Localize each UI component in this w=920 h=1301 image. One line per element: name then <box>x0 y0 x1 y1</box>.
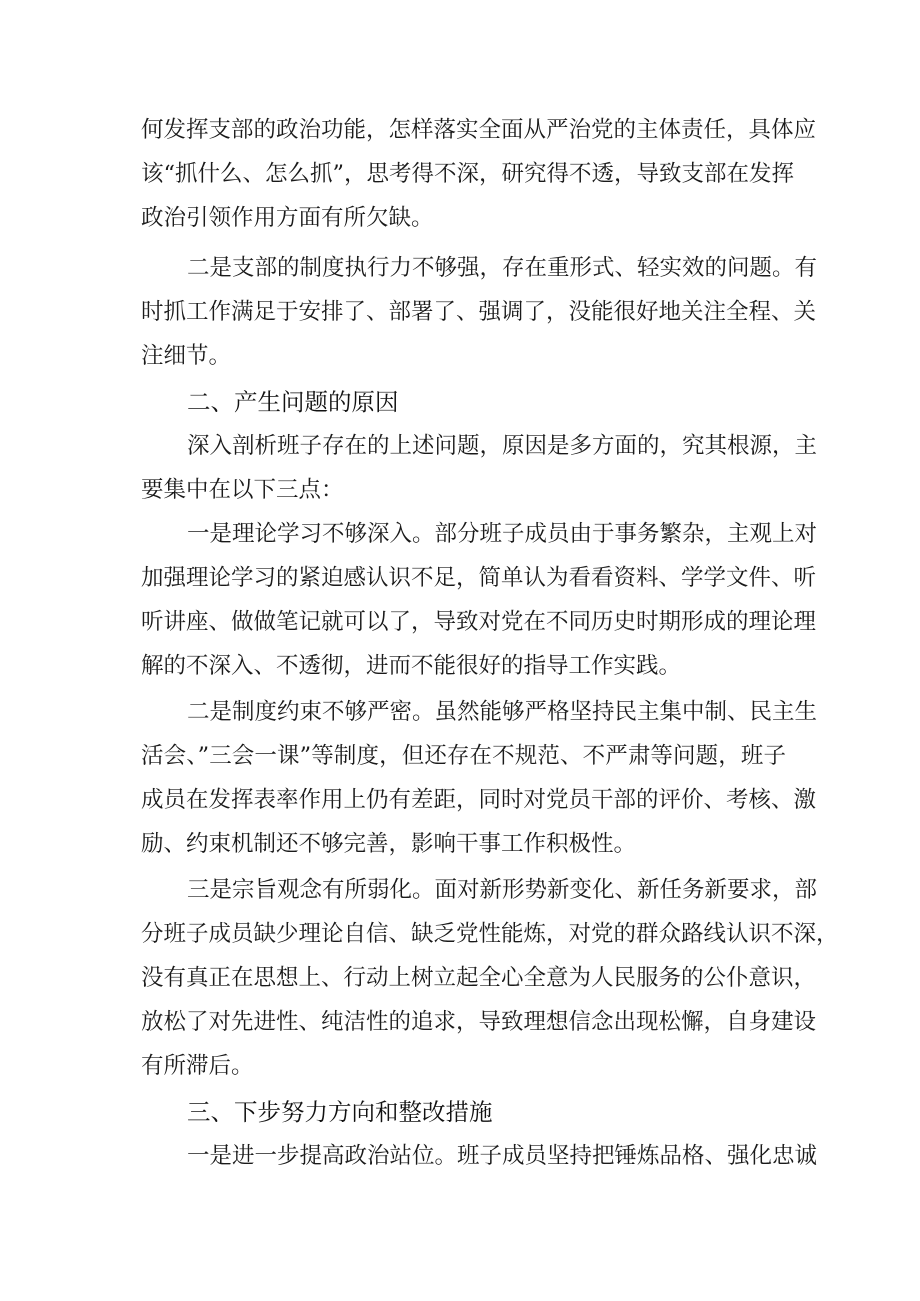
section-heading: 三、下步努力方向和整改措施 <box>187 1098 493 1126</box>
section-heading: 二、产生问题的原因 <box>187 388 399 416</box>
text-line: 没有真正在思想上、行动上树立起全心全意为人民服务的公仆意识， <box>141 965 817 991</box>
text-line: 分班子成员缺少理论自信、缺乏党性能炼，对党的群众路线认识不深， <box>141 921 839 947</box>
text-line: 该“抓什么、怎么抓”，思考得不深，研究得不透，导致支部在发挥 <box>141 161 795 187</box>
text-line: 政治引领作用方面有所欠缺。 <box>141 205 434 231</box>
text-line: 何发挥支部的政治功能，怎样落实全面从严治党的主体责任，具体应 <box>141 117 817 143</box>
text-line: 放松了对先进性、纯洁性的追求，导致理想信念出现松懈，自身建设 <box>141 1009 817 1035</box>
text-line: 成员在发挥表率作用上仍有差距，同时对党员干部的评价、考核、激 <box>141 787 817 813</box>
text-line: 听讲座、做做笔记就可以了，导致对党在不同历史时期形成的理论理 <box>141 609 817 635</box>
text-line: 二是制度约束不够严密。虽然能够严格坚持民主集中制、民主生 <box>187 699 818 725</box>
text-line: 一是进一步提高政治站位。班子成员坚持把锤炼品格、强化忠诚 <box>187 1143 818 1169</box>
text-line: 励、约束机制还不够完善，影响干事工作积极性。 <box>141 831 637 857</box>
text-line: 深入剖析班子存在的上述问题，原因是多方面的，究其根源，主 <box>187 433 818 459</box>
text-line: 活会、”三会一课”等制度，但还存在不规范、不严肃等问题，班子 <box>141 743 786 769</box>
text-line: 加强理论学习的紧迫感认识不足，简单认为看看资料、学学文件、听 <box>141 565 817 591</box>
text-line: 二是支部的制度执行力不够强，存在重形式、轻实效的问题。有 <box>187 255 818 281</box>
text-line: 三是宗旨观念有所弱化。面对新形势新变化、新任务新要求，部 <box>187 877 818 903</box>
text-line: 要集中在以下三点： <box>141 477 344 503</box>
text-line: 时抓工作满足于安排了、部署了、强调了，没能很好地关注全程、关 <box>141 299 817 325</box>
text-line: 有所滞后。 <box>141 1053 254 1079</box>
text-line: 一是理论学习不够深入。部分班子成员由于事务繁杂，主观上对 <box>187 521 818 547</box>
text-line: 解的不深入、不透彻，进而不能很好的指导工作实践。 <box>141 653 682 679</box>
text-line: 注细节。 <box>141 343 232 369</box>
